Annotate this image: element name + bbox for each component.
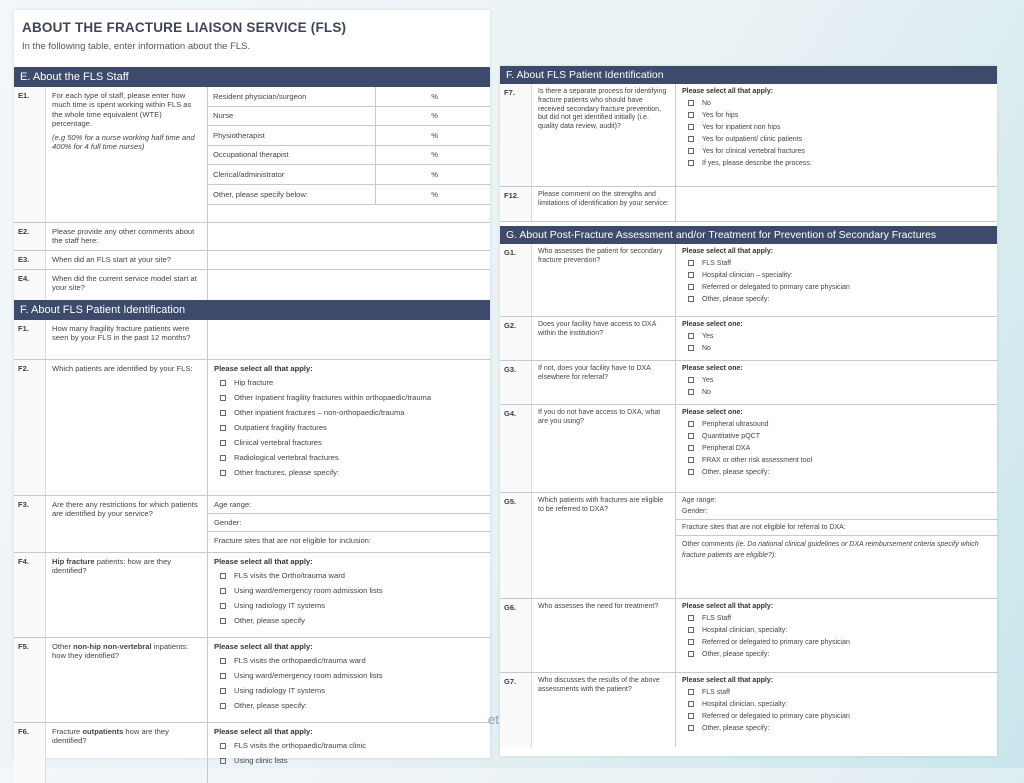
question-emphasis: Hip fracture bbox=[52, 557, 95, 566]
question-text bbox=[46, 723, 208, 783]
gender-field[interactable]: Gender: bbox=[676, 506, 997, 520]
option-label: Hospital clinician, specialty: bbox=[702, 700, 788, 708]
answer-field[interactable] bbox=[208, 270, 490, 300]
question-label: For each type of staff, please enter how much time is spent working within FLS as the whole time equivalent (WTE) percentage. bbox=[52, 91, 192, 129]
fracture-sites-field[interactable]: Fracture sites that are not eligible for referral to DXA: bbox=[676, 520, 997, 536]
checkbox-option[interactable] bbox=[208, 435, 490, 450]
checkbox[interactable] bbox=[220, 743, 226, 749]
option-label: Peripheral ultrasound bbox=[702, 420, 769, 428]
checkbox-option[interactable] bbox=[676, 342, 997, 354]
question-text: Does your facility have access to DXA within the institution? bbox=[532, 317, 676, 360]
question-row-e2 bbox=[14, 223, 490, 251]
checkbox[interactable] bbox=[220, 603, 226, 609]
page-title: ABOUT THE FRACTURE LIAISON SERVICE (FLS) bbox=[22, 20, 347, 35]
checkbox[interactable] bbox=[688, 627, 694, 633]
option-label: Yes bbox=[702, 376, 714, 384]
option-label: No bbox=[702, 344, 711, 352]
checkbox[interactable] bbox=[688, 421, 694, 427]
checkbox[interactable] bbox=[688, 124, 694, 130]
question-number: E4. bbox=[14, 270, 46, 300]
checkbox[interactable] bbox=[688, 100, 694, 106]
checkbox-option[interactable] bbox=[208, 568, 490, 583]
question-text: Please comment on the strengths and limitations of identification by your service: bbox=[532, 187, 676, 221]
checkbox-option[interactable] bbox=[676, 698, 997, 710]
checkbox-option[interactable] bbox=[208, 598, 490, 613]
answer-title: Please select all that apply: bbox=[682, 677, 774, 684]
checkbox[interactable] bbox=[688, 713, 694, 719]
gender-field[interactable]: Gender: bbox=[208, 514, 490, 532]
checkbox[interactable] bbox=[220, 455, 226, 461]
question-row-f1 bbox=[14, 320, 490, 360]
question-number: F4. bbox=[14, 553, 46, 637]
question-text: Which patients are identified by your FLS: bbox=[46, 360, 208, 495]
question-row-f5 bbox=[14, 638, 490, 723]
checkbox[interactable] bbox=[688, 701, 694, 707]
answer-field[interactable] bbox=[208, 251, 490, 269]
question-number: G1. bbox=[500, 244, 532, 316]
question-text: Are there any restrictions for which patients are identified by your service? bbox=[46, 496, 208, 552]
answer-title: Please select all that apply: bbox=[682, 603, 774, 610]
question-text bbox=[46, 553, 208, 637]
checkbox-option[interactable] bbox=[208, 738, 490, 753]
question-number: F12. bbox=[500, 187, 532, 221]
question-number: E2. bbox=[14, 223, 46, 250]
checkbox-option[interactable] bbox=[208, 753, 490, 768]
option-label: Yes for inpatient non hips bbox=[702, 123, 781, 131]
question-number: F2. bbox=[14, 360, 46, 495]
answer-title: Please select all that apply: bbox=[214, 557, 313, 566]
question-text: Who assesses the need for treatment? bbox=[532, 599, 676, 672]
question-number: F3. bbox=[14, 496, 46, 552]
checkbox[interactable] bbox=[688, 296, 694, 302]
checkbox[interactable] bbox=[688, 377, 694, 383]
checkbox-option[interactable] bbox=[676, 109, 997, 121]
question-number: G7. bbox=[500, 673, 532, 747]
option-label: FLS staff bbox=[702, 688, 730, 696]
option-label: Using radiology IT systems bbox=[234, 601, 326, 610]
question-label: Other bbox=[52, 642, 74, 651]
checkbox-option[interactable] bbox=[676, 418, 997, 430]
option-label: Other inpatient fractures – non-orthopaedic/trauma bbox=[234, 408, 405, 417]
option-label: Referred or delegated to primary care physician bbox=[702, 283, 850, 291]
option-label: Yes for clinical vertebral fractures bbox=[702, 147, 805, 155]
staff-label: Nurse bbox=[208, 107, 376, 126]
checkbox[interactable] bbox=[688, 112, 694, 118]
answer-options bbox=[208, 360, 490, 495]
question-row-f3 bbox=[14, 496, 490, 553]
question-row-g5 bbox=[500, 493, 997, 599]
checkbox[interactable] bbox=[688, 615, 694, 621]
checkbox-option[interactable] bbox=[208, 668, 490, 683]
checkbox-option[interactable] bbox=[676, 624, 997, 636]
question-text bbox=[46, 87, 208, 222]
age-range-field[interactable]: Age range: bbox=[208, 496, 490, 514]
option-label: Clinical vertebral fractures bbox=[234, 438, 322, 447]
checkbox-option[interactable] bbox=[676, 97, 997, 109]
page-subtitle: In the following table, enter information about the FLS. bbox=[22, 41, 251, 52]
checkbox[interactable] bbox=[688, 689, 694, 695]
option-label: Other fractures, please specify: bbox=[234, 468, 340, 477]
question-text: Please provide any other comments about the staff here: bbox=[46, 223, 208, 250]
option-label: FLS visits the Ortho/trauma ward bbox=[234, 571, 345, 580]
answer-options bbox=[676, 361, 997, 404]
question-label: how are they identified? bbox=[52, 727, 169, 746]
option-label: FLS visits the orthopaedic/trauma ward bbox=[234, 656, 366, 665]
checkbox[interactable] bbox=[688, 639, 694, 645]
answer-title: Please select all that apply: bbox=[214, 364, 313, 373]
staff-pct-field[interactable]: % bbox=[431, 111, 438, 121]
checkbox-option[interactable] bbox=[676, 121, 997, 133]
checkbox[interactable] bbox=[220, 395, 226, 401]
option-label: Hospital clinician, specialty: bbox=[702, 626, 788, 634]
option-label: Referred or delegated to primary care physician bbox=[702, 638, 850, 646]
question-text: When did the current service model start at your site? bbox=[46, 270, 208, 300]
answer-title: Please select all that apply: bbox=[214, 642, 313, 651]
question-row-f4 bbox=[14, 553, 490, 638]
option-label: Other Inpatient fragility fractures within orthopaedic/trauma bbox=[234, 393, 432, 402]
answer-title: Please select all that apply: bbox=[682, 248, 774, 255]
section-g-header: G. About Post-Fracture Assessment and/or Treatment for Prevention of Secondary Fractures bbox=[500, 226, 997, 244]
question-label: patients: how are they identified? bbox=[52, 557, 172, 576]
staff-pct-field[interactable]: % bbox=[431, 150, 438, 160]
option-label: Peripheral DXA bbox=[702, 444, 751, 452]
option-label: FLS Staff bbox=[702, 614, 732, 622]
question-number: G2. bbox=[500, 317, 532, 360]
answer-options bbox=[208, 553, 490, 637]
question-row-g4 bbox=[500, 405, 997, 493]
question-text: If not, does your facility have to DXA elsewhere for referral? bbox=[532, 361, 676, 404]
staff-row[interactable] bbox=[208, 126, 490, 146]
staff-pct-field[interactable]: % bbox=[431, 189, 438, 199]
option-label: If yes, please describe the process: bbox=[702, 159, 812, 167]
answer-cells bbox=[208, 496, 490, 552]
checkbox[interactable] bbox=[220, 410, 226, 416]
option-label: FLS Staff bbox=[702, 259, 732, 267]
checkbox[interactable] bbox=[688, 389, 694, 395]
checkbox-option[interactable] bbox=[208, 420, 490, 435]
answer-options bbox=[676, 673, 997, 747]
checkbox-option[interactable] bbox=[676, 281, 997, 293]
option-label: Other, please specify: bbox=[702, 295, 770, 303]
question-text: Who discusses the results of the above assessments with the patient? bbox=[532, 673, 676, 747]
option-label: No bbox=[702, 388, 711, 396]
question-number: E1. bbox=[14, 87, 46, 222]
checkbox[interactable] bbox=[688, 136, 694, 142]
answer-title: Please select all that apply: bbox=[214, 727, 313, 736]
question-row-e1 bbox=[14, 87, 490, 223]
checkbox[interactable] bbox=[220, 573, 226, 579]
checkbox[interactable] bbox=[688, 725, 694, 731]
checkbox[interactable] bbox=[688, 469, 694, 475]
staff-label: Occupational therapist bbox=[208, 146, 376, 165]
form-page-left bbox=[14, 10, 490, 765]
option-label: Referred or delegated to primary care physician bbox=[702, 712, 850, 720]
question-row-g6 bbox=[500, 599, 997, 673]
question-row-e3 bbox=[14, 251, 490, 270]
checkbox[interactable] bbox=[688, 457, 694, 463]
checkbox[interactable] bbox=[220, 588, 226, 594]
question-text bbox=[46, 638, 208, 722]
checkbox-option[interactable] bbox=[676, 710, 997, 722]
option-label: Hospital clinician – speciality: bbox=[702, 271, 793, 279]
question-row-f7 bbox=[500, 84, 997, 187]
question-row-g7 bbox=[500, 673, 997, 747]
checkbox[interactable] bbox=[688, 260, 694, 266]
fracture-sites-field[interactable]: Fracture sites that are not eligible for inclusion: bbox=[214, 536, 372, 545]
checkbox-option[interactable] bbox=[676, 454, 997, 466]
checkbox-option[interactable] bbox=[676, 648, 997, 660]
checkbox-option[interactable] bbox=[676, 636, 997, 648]
checkbox-option[interactable] bbox=[676, 269, 997, 281]
option-label: Radiological vertebral fractures bbox=[234, 453, 339, 462]
form-page-right bbox=[500, 66, 997, 756]
staff-row[interactable] bbox=[208, 165, 490, 185]
checkbox-option[interactable] bbox=[676, 374, 997, 386]
answer-options bbox=[208, 723, 490, 783]
question-label: inpatients: how they identified? bbox=[52, 642, 189, 661]
question-label: Fracture bbox=[52, 727, 83, 736]
checkbox-option[interactable] bbox=[676, 330, 997, 342]
checkbox-option[interactable] bbox=[676, 686, 997, 698]
section-e-header: E. About the FLS Staff bbox=[14, 67, 490, 87]
option-label: Yes for outpatient/ clinic patients bbox=[702, 135, 803, 143]
question-row-g2 bbox=[500, 317, 997, 361]
checkbox[interactable] bbox=[220, 758, 226, 764]
option-label: Other, please specify: bbox=[234, 701, 308, 710]
question-number: F7. bbox=[500, 84, 532, 186]
question-note: (e.g 50% for a nurse working half time and 400% for 4 full time nurses) bbox=[52, 132, 195, 152]
question-number: E3. bbox=[14, 251, 46, 269]
question-text: How many fragility fracture patients were seen by your FLS in the past 12 months? bbox=[46, 320, 208, 359]
checkbox[interactable] bbox=[688, 333, 694, 339]
question-text: Who assesses the patient for secondary fracture prevention? bbox=[532, 244, 676, 316]
checkbox[interactable] bbox=[220, 380, 226, 386]
answer-field[interactable] bbox=[676, 187, 997, 221]
option-label: Using ward/emergency room admission lists bbox=[234, 586, 383, 595]
checkbox-option[interactable] bbox=[676, 386, 997, 398]
option-label: Other, please specify bbox=[234, 616, 305, 625]
option-label: Yes for hips bbox=[702, 111, 739, 119]
checkbox[interactable] bbox=[220, 440, 226, 446]
answer-field[interactable] bbox=[208, 320, 490, 359]
checkbox-option[interactable] bbox=[676, 466, 997, 478]
question-number: F5. bbox=[14, 638, 46, 722]
checkbox[interactable] bbox=[688, 345, 694, 351]
question-emphasis: outpatients bbox=[82, 727, 124, 736]
answer-options bbox=[676, 317, 997, 360]
question-number: F6. bbox=[14, 723, 46, 783]
option-label: Other, please specify: bbox=[702, 650, 770, 658]
checkbox-option[interactable] bbox=[676, 612, 997, 624]
section-f-header: F. About FLS Patient Identification bbox=[500, 66, 997, 84]
other-staff-field[interactable] bbox=[208, 204, 490, 222]
checkbox[interactable] bbox=[688, 433, 694, 439]
answer-options bbox=[208, 638, 490, 722]
staff-label: Clerical/administrator bbox=[208, 165, 376, 184]
question-row-g3 bbox=[500, 361, 997, 405]
option-label: FRAX or other risk assessment tool bbox=[702, 456, 813, 464]
option-label: Other, please specify: bbox=[702, 468, 770, 476]
checkbox-option[interactable] bbox=[676, 257, 997, 269]
option-label: Other, please specify: bbox=[702, 724, 770, 732]
answer-cells bbox=[676, 493, 997, 598]
question-number: G4. bbox=[500, 405, 532, 492]
question-number: G6. bbox=[500, 599, 532, 672]
checkbox-option[interactable] bbox=[208, 613, 490, 628]
staff-row[interactable] bbox=[208, 107, 490, 127]
checkbox-option[interactable] bbox=[208, 698, 490, 713]
age-range-field[interactable]: Age range: bbox=[682, 497, 717, 504]
checkbox[interactable] bbox=[688, 148, 694, 154]
comment-hint: (ie. Do national clinical guidelines or DXA reimbursement criteria specify which fracture patients are eligible?): bbox=[682, 541, 979, 559]
checkbox-option[interactable] bbox=[208, 405, 490, 420]
option-label: Hip fracture bbox=[234, 378, 274, 387]
checkbox[interactable] bbox=[688, 272, 694, 278]
stray-text-fragment: et bbox=[488, 712, 499, 727]
question-number: G5. bbox=[500, 493, 532, 598]
staff-label: Other, please specify below: bbox=[208, 185, 376, 205]
option-label: Quantitative pQCT bbox=[702, 432, 760, 440]
question-row-g1 bbox=[500, 244, 997, 317]
answer-options bbox=[676, 599, 997, 672]
checkbox[interactable] bbox=[688, 160, 694, 166]
answer-title: Please select all that apply: bbox=[682, 88, 774, 95]
checkbox-option[interactable] bbox=[208, 390, 490, 405]
question-row-f2 bbox=[14, 360, 490, 496]
checkbox[interactable] bbox=[220, 673, 226, 679]
checkbox[interactable] bbox=[220, 470, 226, 476]
checkbox[interactable] bbox=[688, 445, 694, 451]
checkbox-option[interactable] bbox=[208, 450, 490, 465]
checkbox-option[interactable] bbox=[676, 133, 997, 145]
checkbox-option[interactable] bbox=[208, 375, 490, 390]
checkbox[interactable] bbox=[220, 425, 226, 431]
staff-table bbox=[208, 87, 490, 222]
staff-label: Physiotherapist bbox=[208, 126, 376, 145]
question-row-e4 bbox=[14, 270, 490, 300]
question-number: F1. bbox=[14, 320, 46, 359]
checkbox[interactable] bbox=[220, 688, 226, 694]
option-label: Using clinic lists bbox=[234, 756, 288, 765]
option-label: Outpatient fragility fractures bbox=[234, 423, 327, 432]
staff-row[interactable] bbox=[208, 146, 490, 166]
option-label: FLS visits the orthopaedic/trauma clinic bbox=[234, 741, 367, 750]
answer-options bbox=[676, 84, 997, 186]
question-number: G3. bbox=[500, 361, 532, 404]
section-f-header: F. About FLS Patient Identification bbox=[14, 300, 490, 320]
answer-title: Please select one: bbox=[682, 321, 743, 328]
checkbox-option[interactable] bbox=[676, 430, 997, 442]
checkbox-option[interactable] bbox=[676, 442, 997, 454]
answer-title: Please select one: bbox=[682, 365, 743, 372]
answer-title: Please select one: bbox=[682, 409, 743, 416]
question-text: Which patients with fractures are eligible to be referred to DXA? bbox=[532, 493, 676, 598]
other-comments-field[interactable] bbox=[676, 536, 997, 565]
staff-label: Resident physician/surgeon bbox=[208, 87, 376, 106]
checkbox[interactable] bbox=[688, 651, 694, 657]
checkbox-option[interactable] bbox=[208, 683, 490, 698]
checkbox-option[interactable] bbox=[676, 722, 997, 734]
checkbox-option[interactable] bbox=[208, 465, 490, 480]
checkbox[interactable] bbox=[220, 703, 226, 709]
staff-row[interactable] bbox=[208, 185, 490, 205]
checkbox-option[interactable] bbox=[676, 157, 997, 169]
staff-pct-field[interactable]: % bbox=[431, 169, 438, 179]
option-label: Yes bbox=[702, 332, 714, 340]
checkbox-option[interactable] bbox=[208, 583, 490, 598]
question-row-f12 bbox=[500, 187, 997, 221]
question-emphasis: non-hip non-vertebral bbox=[73, 642, 152, 651]
answer-options bbox=[676, 405, 997, 492]
question-row-f6 bbox=[14, 723, 490, 783]
checkbox-option[interactable] bbox=[676, 293, 997, 305]
comment-label: Other comments bbox=[682, 541, 736, 548]
checkbox[interactable] bbox=[220, 618, 226, 624]
question-text: When did an FLS start at your site? bbox=[46, 251, 208, 269]
staff-row[interactable] bbox=[208, 87, 490, 107]
checkbox-option[interactable] bbox=[208, 653, 490, 668]
checkbox[interactable] bbox=[220, 658, 226, 664]
option-label: No bbox=[702, 99, 711, 107]
question-text: Is there a separate process for identifying fracture patients who should have received secondary fracture prevention, but did not get identified initially (i.e. quality data review, audit)? bbox=[532, 84, 676, 186]
question-text: If you do not have access to DXA, what are you using? bbox=[532, 405, 676, 492]
option-label: Using radiology IT systems bbox=[234, 686, 326, 695]
option-label: Using ward/emergency room admission lists bbox=[234, 671, 383, 680]
staff-pct-field[interactable]: % bbox=[431, 91, 438, 101]
checkbox[interactable] bbox=[688, 284, 694, 290]
answer-field[interactable] bbox=[208, 223, 490, 250]
answer-options bbox=[676, 244, 997, 316]
checkbox-option[interactable] bbox=[676, 145, 997, 157]
staff-pct-field[interactable]: % bbox=[431, 130, 438, 140]
